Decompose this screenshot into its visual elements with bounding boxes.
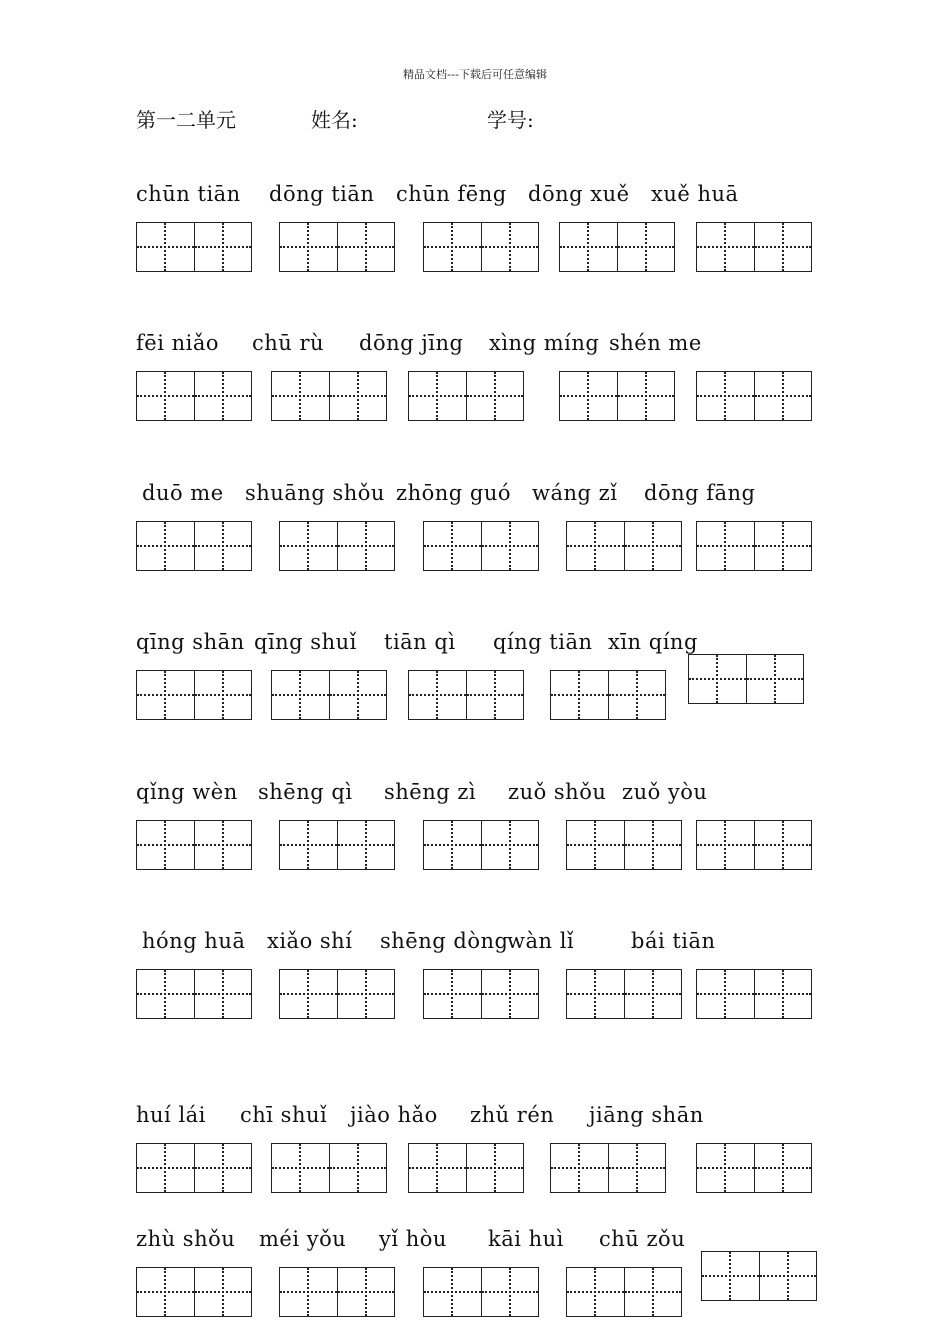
tianzige-cell[interactable]: [466, 1144, 524, 1192]
tianzige-cell[interactable]: [280, 821, 337, 869]
tianzige-cell[interactable]: [424, 821, 481, 869]
tianzige-cell[interactable]: [466, 372, 524, 420]
character-writing-box[interactable]: [279, 969, 395, 1019]
tianzige-cell[interactable]: [689, 655, 746, 703]
character-writing-box[interactable]: [136, 969, 252, 1019]
tianzige-cell[interactable]: [137, 970, 194, 1018]
tianzige-cell[interactable]: [567, 522, 624, 570]
tianzige-cell[interactable]: [617, 372, 675, 420]
tianzige-cell[interactable]: [337, 223, 395, 271]
tianzige-cell[interactable]: [137, 522, 194, 570]
tianzige-cell[interactable]: [697, 970, 754, 1018]
character-writing-box[interactable]: [136, 222, 252, 272]
tianzige-cell[interactable]: [697, 372, 754, 420]
character-writing-box[interactable]: [408, 1143, 524, 1193]
tianzige-cell[interactable]: [329, 671, 387, 719]
pinyin-label: zuǒ shǒu: [508, 780, 607, 804]
tianzige-cell[interactable]: [466, 671, 524, 719]
tianzige-cell[interactable]: [754, 522, 812, 570]
tianzige-cell[interactable]: [424, 970, 481, 1018]
character-writing-box[interactable]: [423, 820, 539, 870]
tianzige-cell[interactable]: [329, 372, 387, 420]
character-writing-box[interactable]: [136, 820, 252, 870]
tianzige-cell[interactable]: [608, 671, 666, 719]
word-row: [0, 778, 950, 888]
character-writing-box[interactable]: [423, 521, 539, 571]
character-writing-box[interactable]: [566, 820, 682, 870]
tianzige-cell[interactable]: [754, 970, 812, 1018]
character-writing-box[interactable]: [136, 371, 252, 421]
worksheet-header: [0, 104, 950, 134]
character-writing-box[interactable]: [271, 1143, 387, 1193]
character-writing-box[interactable]: [559, 371, 675, 421]
tianzige-cell[interactable]: [337, 821, 395, 869]
tianzige-cell[interactable]: [137, 671, 194, 719]
tianzige-cell[interactable]: [424, 522, 481, 570]
character-writing-box[interactable]: [271, 371, 387, 421]
character-writing-box[interactable]: [423, 222, 539, 272]
character-writing-box[interactable]: [423, 969, 539, 1019]
pinyin-label: shēng zì: [384, 780, 477, 804]
pinyin-label: dōng fāng: [644, 481, 756, 505]
pinyin-label: chū zǒu: [599, 1227, 686, 1251]
tianzige-cell[interactable]: [194, 522, 252, 570]
pinyin-label: jiào hǎo: [350, 1103, 438, 1127]
tianzige-cell[interactable]: [759, 1252, 817, 1300]
tianzige-cell[interactable]: [754, 372, 812, 420]
tianzige-cell[interactable]: [481, 821, 539, 869]
character-writing-box[interactable]: [136, 521, 252, 571]
pinyin-label: qīng shuǐ: [254, 630, 357, 654]
pinyin-label: qǐng wèn: [136, 780, 238, 804]
tianzige-cell[interactable]: [551, 1144, 608, 1192]
pinyin-label: zhǔ rén: [470, 1103, 555, 1127]
character-writing-box[interactable]: [688, 654, 804, 704]
pinyin-label: bái tiān: [631, 929, 716, 953]
pinyin-label: chūn fēng: [396, 182, 507, 206]
tianzige-cell[interactable]: [481, 970, 539, 1018]
pinyin-label: hóng huā: [142, 929, 246, 953]
pinyin-label: huí lái: [136, 1103, 206, 1127]
pinyin-label: dōng tiān: [269, 182, 375, 206]
character-writing-box[interactable]: [550, 1143, 666, 1193]
character-writing-box[interactable]: [566, 521, 682, 571]
tianzige-cell[interactable]: [409, 372, 466, 420]
pinyin-label: xiǎo shí: [267, 929, 353, 953]
tianzige-cell[interactable]: [697, 1144, 754, 1192]
character-writing-box[interactable]: [136, 1267, 252, 1317]
tianzige-cell[interactable]: [754, 1144, 812, 1192]
character-writing-box[interactable]: [696, 1143, 812, 1193]
tianzige-cell[interactable]: [137, 821, 194, 869]
tianzige-cell[interactable]: [481, 223, 539, 271]
tianzige-cell[interactable]: [754, 821, 812, 869]
tianzige-cell[interactable]: [137, 372, 194, 420]
character-writing-box[interactable]: [701, 1251, 817, 1301]
tianzige-cell[interactable]: [624, 522, 682, 570]
pinyin-label: wàn lǐ: [507, 929, 575, 953]
character-writing-box[interactable]: [696, 222, 812, 272]
tianzige-cell[interactable]: [194, 1268, 252, 1316]
word-row: [0, 927, 950, 1037]
pinyin-label: fēi niǎo: [136, 331, 219, 355]
pinyin-label: wáng zǐ: [532, 481, 618, 505]
tianzige-cell[interactable]: [567, 1268, 624, 1316]
tianzige-cell[interactable]: [272, 1144, 329, 1192]
tianzige-cell[interactable]: [560, 372, 617, 420]
character-writing-box[interactable]: [696, 521, 812, 571]
tianzige-cell[interactable]: [481, 1268, 539, 1316]
tianzige-cell[interactable]: [280, 223, 337, 271]
tianzige-cell[interactable]: [137, 1268, 194, 1316]
tianzige-cell[interactable]: [424, 223, 481, 271]
tianzige-cell[interactable]: [567, 970, 624, 1018]
pinyin-label: duō me: [142, 481, 224, 505]
tianzige-cell[interactable]: [608, 1144, 666, 1192]
tianzige-cell[interactable]: [551, 671, 608, 719]
pinyin-label: shēng qì: [258, 780, 353, 804]
watermark: 精品文档---下载后可任意编辑: [403, 68, 547, 81]
tianzige-cell[interactable]: [409, 671, 466, 719]
pinyin-label: xìng míng: [489, 331, 600, 355]
tianzige-cell[interactable]: [697, 821, 754, 869]
character-writing-box[interactable]: [279, 1267, 395, 1317]
tianzige-cell[interactable]: [697, 223, 754, 271]
tianzige-cell[interactable]: [424, 1268, 481, 1316]
tianzige-cell[interactable]: [337, 970, 395, 1018]
word-row: [0, 479, 950, 589]
word-row: [0, 628, 950, 738]
pinyin-label: dōng jīng: [359, 331, 464, 355]
tianzige-cell[interactable]: [617, 223, 675, 271]
character-writing-box[interactable]: [566, 969, 682, 1019]
tianzige-cell[interactable]: [409, 1144, 466, 1192]
word-row: [0, 1101, 950, 1211]
tianzige-cell[interactable]: [280, 522, 337, 570]
word-row: [0, 180, 950, 290]
character-writing-box[interactable]: [136, 670, 252, 720]
pinyin-label: shén me: [609, 331, 702, 355]
tianzige-cell[interactable]: [337, 1268, 395, 1316]
tianzige-cell[interactable]: [337, 522, 395, 570]
pinyin-label: chūn tiān: [136, 182, 241, 206]
tianzige-cell[interactable]: [624, 821, 682, 869]
tianzige-cell[interactable]: [280, 970, 337, 1018]
pinyin-label: qīng shān: [136, 630, 245, 654]
character-writing-box[interactable]: [136, 1143, 252, 1193]
tianzige-cell[interactable]: [754, 223, 812, 271]
character-writing-box[interactable]: [271, 670, 387, 720]
pinyin-label: xīn qíng: [608, 630, 698, 654]
tianzige-cell[interactable]: [481, 522, 539, 570]
character-writing-box[interactable]: [408, 670, 524, 720]
pinyin-label: zhù shǒu: [136, 1227, 236, 1251]
tianzige-cell[interactable]: [194, 1144, 252, 1192]
character-writing-box[interactable]: [408, 371, 524, 421]
character-writing-box[interactable]: [279, 521, 395, 571]
character-writing-box[interactable]: [423, 1267, 539, 1317]
tianzige-cell[interactable]: [194, 970, 252, 1018]
character-writing-box[interactable]: [696, 371, 812, 421]
tianzige-cell[interactable]: [272, 372, 329, 420]
pinyin-label: zhōng guó: [396, 481, 511, 505]
pinyin-label: chū rù: [252, 331, 325, 355]
name-label: 姓名:: [311, 108, 358, 132]
pinyin-label: zuǒ yòu: [622, 780, 708, 804]
character-writing-box[interactable]: [559, 222, 675, 272]
tianzige-cell[interactable]: [272, 671, 329, 719]
tianzige-cell[interactable]: [624, 970, 682, 1018]
tianzige-cell[interactable]: [702, 1252, 759, 1300]
pinyin-label: shuāng shǒu: [245, 481, 385, 505]
tianzige-cell[interactable]: [194, 372, 252, 420]
tianzige-cell[interactable]: [624, 1268, 682, 1316]
tianzige-cell[interactable]: [137, 223, 194, 271]
word-row: [0, 1225, 950, 1335]
student-number-label: 学号:: [487, 108, 534, 132]
pinyin-label: méi yǒu: [259, 1227, 347, 1251]
pinyin-label: shēng dòng: [380, 929, 509, 953]
pinyin-label: dōng xuě: [528, 182, 630, 206]
pinyin-label: tiān qì: [384, 630, 456, 654]
character-writing-box[interactable]: [550, 670, 666, 720]
tianzige-cell[interactable]: [567, 821, 624, 869]
tianzige-cell[interactable]: [280, 1268, 337, 1316]
tianzige-cell[interactable]: [697, 522, 754, 570]
pinyin-label: chī shuǐ: [240, 1103, 328, 1127]
tianzige-cell[interactable]: [194, 223, 252, 271]
pinyin-label: xuě huā: [651, 182, 739, 206]
tianzige-cell[interactable]: [746, 655, 804, 703]
tianzige-cell[interactable]: [560, 223, 617, 271]
character-writing-box[interactable]: [279, 222, 395, 272]
tianzige-cell[interactable]: [194, 671, 252, 719]
pinyin-label: yǐ hòu: [379, 1227, 447, 1251]
pinyin-label: kāi huì: [488, 1227, 564, 1251]
pinyin-label: jiāng shān: [589, 1103, 704, 1127]
character-writing-box[interactable]: [566, 1267, 682, 1317]
character-writing-box[interactable]: [696, 969, 812, 1019]
tianzige-cell[interactable]: [329, 1144, 387, 1192]
pinyin-label: qíng tiān: [493, 630, 593, 654]
tianzige-cell[interactable]: [137, 1144, 194, 1192]
tianzige-cell[interactable]: [194, 821, 252, 869]
word-row: [0, 329, 950, 439]
character-writing-box[interactable]: [279, 820, 395, 870]
character-writing-box[interactable]: [696, 820, 812, 870]
unit-title: 第一二单元: [136, 108, 236, 132]
